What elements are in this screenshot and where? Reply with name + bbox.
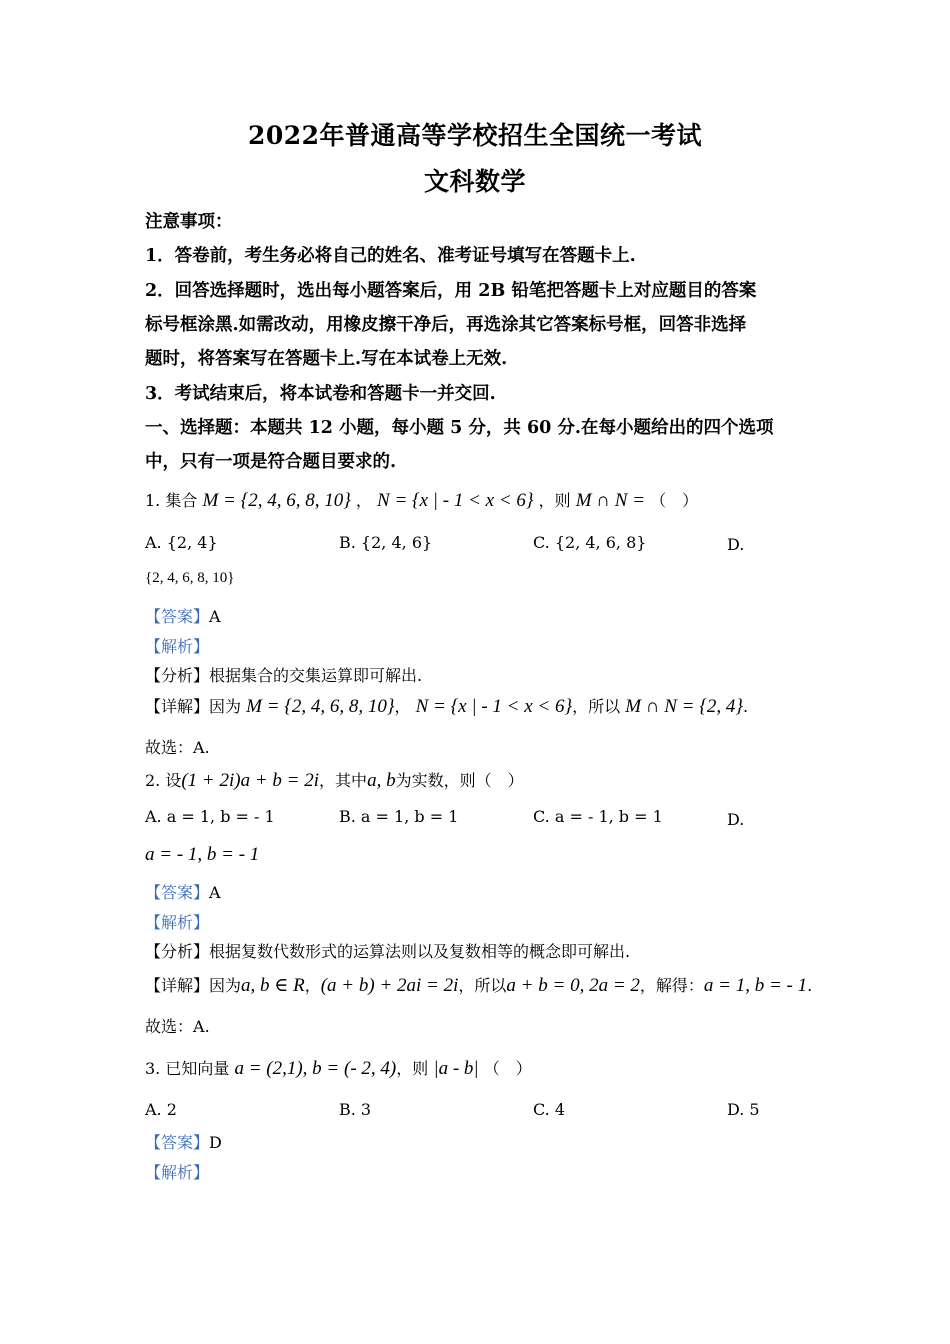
q1-option-d-value: {2, 4, 6, 8, 10} (145, 570, 235, 586)
q1-paren: （ ） (650, 491, 699, 510)
choose-label: 故选： (145, 738, 194, 757)
q1-then: ，则 (538, 491, 571, 510)
q1-fenxi-text: 根据集合的交集运算即可解出. (209, 666, 423, 685)
note-1: 1．答卷前，考生务必将自己的姓名、准考证号填写在答题卡上. (145, 246, 636, 266)
q1-answer (145, 604, 221, 627)
q2-option-d: D. (727, 810, 745, 829)
q3-option-b: B. 3 (339, 1100, 372, 1119)
q3-option-a: A. 2 (145, 1100, 177, 1119)
detail-tag: 【详解】 (145, 976, 210, 995)
q2-detail (145, 973, 812, 997)
q2-detail-solve: ，解得： (639, 976, 704, 995)
q2-tail: 为实数，则（ ） (395, 771, 524, 790)
q1-option-c: C. {2, 4, 6, 8} (533, 533, 647, 552)
q1-sep: ， (355, 491, 372, 510)
q2-detail-so: ，所以 (458, 976, 507, 995)
q2-choose (145, 1014, 210, 1037)
q3-option-c: C. 4 (533, 1100, 566, 1119)
choose-label: 故选： (145, 1017, 194, 1036)
q2-fenxi (145, 939, 630, 962)
fenxi-tag: 【分析】 (145, 666, 210, 685)
answer-tag: 【答案】 (145, 1133, 210, 1152)
q1-analysis-tag: 【解析】 (145, 637, 210, 656)
q1-detail-result: M ∩ N = {2, 4} (625, 696, 743, 717)
q1-set-n: N = {x | - 1 < x < 6} (377, 490, 534, 511)
note-2-line-1: 2．回答选择题时，选出每小题答案后，用 2B 铅笔把答题卡上对应题目的答案 (145, 281, 757, 301)
q2-option-b: B. a = 1, b = 1 (339, 807, 459, 826)
q3-then: ，则 (396, 1059, 429, 1078)
q2-option-c: C. a = - 1, b = 1 (533, 807, 663, 826)
q1-option-d: D. (727, 535, 745, 554)
question-2 (145, 768, 524, 792)
q1-answer-value: A (209, 607, 221, 626)
q2-choose-value: A. (193, 1017, 210, 1036)
q2-fenxi-text: 根据复数代数形式的运算法则以及复数相等的概念即可解出. (209, 942, 631, 961)
q2-answer-value: A (209, 883, 221, 902)
section-heading-line-1: 一、选择题：本题共 12 小题，每小题 5 分，共 60 分.在每小题给出的四个选项 (145, 418, 774, 438)
q2-prefix: 2. 设 (145, 771, 182, 790)
q1-detail-end: . (742, 697, 749, 716)
section-heading-line-2: 中，只有一项是符合题目要求的. (145, 452, 397, 472)
fenxi-tag: 【分析】 (145, 942, 210, 961)
q1-detail-sep: ， (394, 697, 411, 716)
q1-choose (145, 735, 210, 758)
q2-detail-sys: a + b = 0, 2a = 2 (506, 975, 640, 996)
notes-heading: 注意事项： (145, 212, 233, 232)
note-3: 3．考试结束后，将本试卷和答题卡一并交回. (145, 384, 496, 404)
q2-detail-eq: (a + b) + 2ai = 2i (320, 975, 459, 996)
q2-answer (145, 880, 221, 903)
q1-prefix: 1. 集合 (145, 491, 198, 510)
q2-detail-end: . (807, 976, 813, 995)
detail-tag: 【详解】 (145, 697, 210, 716)
note-2-line-2: 标号框涂黑.如需改动，用橡皮擦干净后，再选涂其它答案标号框，回答非选择 (145, 315, 747, 335)
q1-detail-pre: 因为 (209, 697, 242, 716)
q1-option-a: A. {2, 4} (145, 533, 218, 552)
answer-tag: 【答案】 (145, 607, 210, 626)
q3-prefix: 3. 已知向量 (145, 1059, 230, 1078)
q3-answer (145, 1130, 222, 1153)
question-1 (145, 488, 698, 512)
q2-mid: ，其中 (319, 771, 368, 790)
q1-option-b: B. {2, 4, 6} (339, 533, 433, 552)
q3-paren: （ ） (483, 1059, 532, 1078)
q1-choose-value: A. (193, 738, 210, 757)
q2-equation: (1 + 2i)a + b = 2i (181, 770, 320, 791)
exam-title: 2022年普通高等学校招生全国统一考试 (247, 121, 703, 150)
q2-detail-ab: a, b ∈ R (241, 975, 305, 996)
q1-detail-n: N = {x | - 1 < x < 6} (415, 696, 573, 717)
q1-detail-m: M = {2, 4, 6, 8, 10} (246, 696, 395, 717)
q1-fenxi (145, 663, 422, 686)
q2-detail-result: a = 1, b = - 1 (703, 975, 808, 996)
q2-option-d-value: a = - 1, b = - 1 (145, 844, 260, 865)
q1-detail-so: ，所以 (572, 697, 621, 716)
note-2-line-3: 题时，将答案写在答题卡上.写在本试卷上无效. (145, 349, 508, 369)
q3-analysis-tag: 【解析】 (145, 1163, 210, 1182)
q2-ab: a, b (367, 770, 396, 791)
q2-option-a: A. a = 1, b = - 1 (145, 807, 275, 826)
answer-tag: 【答案】 (145, 883, 210, 902)
q2-detail-sep: ， (304, 976, 321, 995)
q3-option-d: D. 5 (727, 1100, 760, 1119)
q1-detail (145, 694, 748, 718)
q3-answer-value: D (209, 1133, 222, 1152)
q2-analysis-tag: 【解析】 (145, 913, 210, 932)
q1-intersection: M ∩ N = (575, 490, 646, 511)
q1-set-m: M = {2, 4, 6, 8, 10} (202, 490, 351, 511)
exam-subtitle: 文科数学 (423, 167, 526, 196)
question-3 (145, 1056, 532, 1080)
q3-vectors: a = (2,1), b = (- 2, 4) (234, 1058, 397, 1079)
q3-abs: |a - b| (433, 1058, 479, 1079)
q2-detail-pre: 因为 (209, 976, 242, 995)
